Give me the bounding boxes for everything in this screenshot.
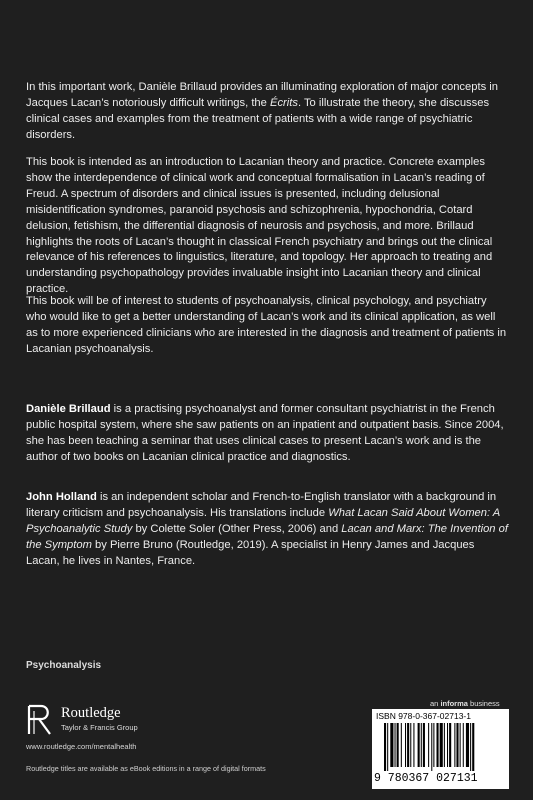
isbn-label: ISBN 978-0-367-02713-1 — [376, 711, 471, 721]
translation-title-1: What Lacan Said About Women: A Psychoanalytic Study — [26, 506, 500, 535]
barcode-bar — [421, 723, 422, 767]
informa-business-label — [430, 699, 500, 708]
author-name: Danièle Brillaud — [26, 403, 111, 415]
barcode-bar — [387, 723, 388, 771]
barcode-bar — [456, 723, 458, 767]
subject-category: Psychoanalysis — [26, 660, 102, 671]
barcode-bar — [470, 723, 471, 771]
publisher-logo — [26, 702, 156, 738]
publisher-group: Taylor & Francis Group — [61, 723, 138, 732]
publisher-url[interactable]: www.routledge.com/mentalhealth — [26, 742, 137, 751]
informa-name: informa — [440, 699, 468, 708]
barcode-bar — [410, 723, 411, 767]
informa-prefix: an — [430, 699, 441, 708]
author-bio — [26, 402, 508, 466]
barcode-bar — [401, 723, 402, 767]
barcode-bar — [431, 723, 432, 771]
barcode-bar — [440, 723, 443, 767]
barcode-bar — [444, 723, 445, 767]
description-text: . To illustrate the theory, she discusses clinical cases and examples from the treatment of patients with a wide range of psychiatric disorders. — [26, 96, 490, 141]
author-bio-text: is a practising psychoanalyst and former consultant psychiatrist in the French public hospital system, where she saw patients on an inpatient and outpatient basis. Since 2004, she has been teaching a seminar that uses clinical cases to present Lacan’s work and is the author of two books on Lacanian clinical practice and diagnostics. — [26, 403, 504, 463]
barcode-bar — [449, 723, 451, 767]
description-paragraph-1 — [26, 80, 508, 144]
description-text: In this important work, Danièle Brillaud provides an illuminating exploration of major concepts in Jacques Lacan’s notoriously difficult writings, the — [26, 81, 498, 109]
description-paragraph-2: This book is intended as an introduction to Lacanian theory and practice. Concrete examples show the interdependence of clinical work and conceptual formalisation in Lacan’s reading of Freud. A spectrum of disorders and clinical issues is presented, including delusional misidentification syndromes, paranoid psychosis and schizophrenia, hypochondria, Cotard delusion, fetishism, the differential diagnosis of neurosis and psychosis, and more. Brillaud highlights the roots of Lacan’s thought in classical French psychiatry and brings out the clinical relevance of his references to linguistics, literature, and topology. Her approach to treating and understanding psychopathology provides invaluable insight into Lacanian theory and clinical practice. — [26, 156, 493, 296]
isbn-barcode-box — [372, 709, 509, 789]
barcode-bar — [472, 723, 474, 771]
barcode-bar — [447, 723, 448, 767]
ebook-note: Routledge titles are available as eBook editions in a range of digital formats — [26, 764, 266, 773]
publisher-name: Routledge — [61, 705, 121, 721]
barcode-bar — [397, 723, 399, 767]
barcode-bar — [460, 723, 461, 767]
barcode-bar — [418, 723, 420, 767]
barcode-bar — [390, 723, 393, 767]
barcode-bar — [423, 723, 425, 767]
barcode-bar — [395, 723, 396, 767]
barcode-icon — [384, 723, 499, 771]
translator-bio — [26, 490, 508, 570]
barcode-bar — [405, 723, 406, 767]
translator-bio-text: by Colette Soler (Other Press, 2006) and — [132, 522, 342, 535]
barcode-bar — [463, 723, 464, 767]
translator-name: John Holland — [26, 491, 97, 503]
translator-bio-text: is an independent scholar and French-to-English translator with a background in literary criticism and psychoanalysis. His translations include — [26, 491, 497, 519]
barcode-bar — [437, 723, 439, 767]
barcode-bar — [413, 723, 414, 767]
translator-bio-text: by Pierre Bruno (Routledge, 2019). A specialist in Henry James and Jacques Lacan, he lives in Nantes, France. — [26, 538, 475, 567]
isbn-digits: 9 780367 027131 — [374, 772, 478, 785]
barcode-bar — [454, 723, 455, 767]
barcode-bar — [407, 723, 409, 767]
barcode-bar — [433, 723, 434, 767]
informa-suffix: business — [467, 699, 500, 708]
barcode-bar — [466, 723, 469, 767]
barcode-bar — [384, 723, 386, 771]
book-title-ecrits: Écrits — [269, 96, 298, 109]
translation-title-2: Lacan and Marx: The Invention of the Symptom — [26, 522, 508, 551]
routledge-r-logo-icon — [26, 704, 56, 736]
barcode-bar — [428, 723, 429, 767]
description-paragraph-3: This book will be of interest to students of psychoanalysis, clinical psychology, and psychiatry who would like to get a better understanding of Lacan’s work and its clinical application, as well as to more experienced clinicians who are interested in the diagnosis and treatment of patients in Lacanian psychoanalysis. — [26, 295, 507, 355]
